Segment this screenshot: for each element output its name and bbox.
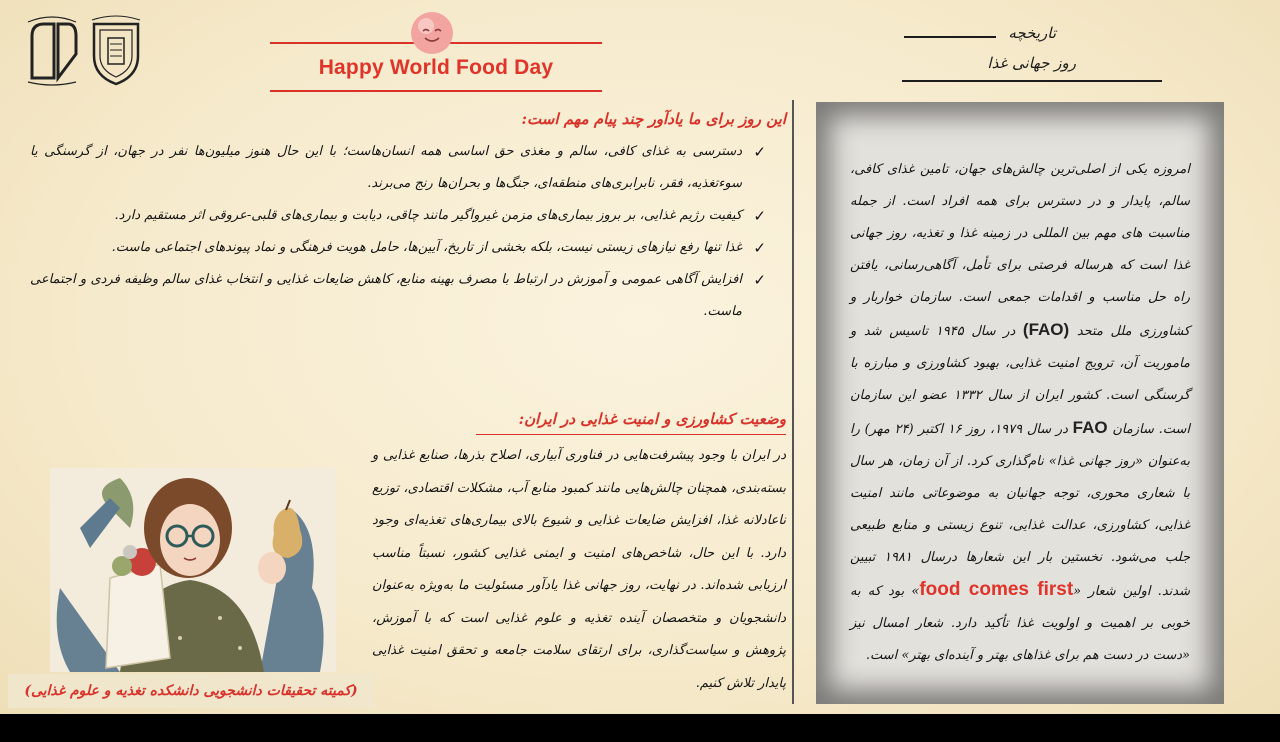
tag-rule-2 (902, 80, 1162, 82)
banner-bottom-rule (270, 90, 602, 92)
check-icon: ✓ (753, 239, 766, 257)
list-item-text: غذا تنها رفع نیازهای زیستی نیست، بلکه بخشی از تاریخ، آیین‌ها، حامل هویت فرهنگی و نماد پیوندهای اجتماعی ماست. (111, 240, 742, 255)
check-icon: ✓ (753, 271, 766, 289)
first-slogan: food comes first (919, 579, 1074, 600)
iran-heading: وضعیت کشاورزی و امنیت غذایی در ایران: (476, 404, 786, 435)
history-box (816, 102, 1224, 704)
messages-list (30, 136, 786, 328)
list-item (30, 200, 786, 232)
list-item (30, 136, 786, 200)
history-p1: امروزه یکی از اصلی‌ترین چالش‌های جهان، تامین غذای کافی، سالم، پایدار و در دسترس برای همه افراد است. از جمله مناسبت های مهم بین المللی در زمینه غذا و تغذیه، روز جهانی غذا است که هرساله فرصتی برای تأمل، آگاهی‌رسانی، یافتن راه حل مناسب و اقدامات جمعی است. سازمان خواربار و کشاورزی ملل متحد (850, 162, 1190, 339)
list-item (30, 264, 786, 328)
fao-label: (FAO) (1022, 320, 1070, 339)
university-seal-logo (88, 14, 144, 86)
list-item-text: دسترسی به غذای کافی، سالم و مغذی حق اساسی همه انسان‌هاست؛ با این حال هنوز میلیون‌ها نفر در جهان، از گرسنگی یا سوء‌تغذیه، فقر، نابرابری‌های منطقه‌ای، جنگ‌ها و بحران‌ها رنج می‌برند. (30, 144, 742, 191)
logos (24, 10, 150, 90)
smiling-pink-face-icon (406, 10, 458, 56)
check-icon: ✓ (753, 207, 766, 225)
list-item-text: کیفیت رژیم غذایی، بر بروز بیماری‌های مزمن غیرواگیر مانند چاقی، دیابت و بیماری‌های قلبی-عروقی اثر مستقیم دارد. (114, 208, 742, 223)
tag-line-1: تاریخچه (1008, 24, 1056, 42)
check-icon: ✓ (753, 143, 766, 161)
bottom-black-bar (0, 714, 1280, 742)
history-p4: » بود که به خوبی بر اهمیت و اولویت غذا تأکید دارد. شعار امسال نیز «دست در دست هم برای غذاهای بهتر و آینده‌ای بهتر» است. (850, 584, 1190, 663)
list-item-text: افزایش آگاهی عمومی و آموزش در ارتباط با مصرف بهینه منابع، کاهش ضایعات غذایی و انتخاب غذای سالم وظیفه فردی و اجتماعی ماست. (30, 272, 742, 319)
credit-caption: (کمیته تحقیقات دانشجویی دانشکده تغذیه و علوم غذایی) (8, 674, 374, 708)
tag-line-2: روز جهانی غذا (987, 54, 1076, 72)
research-committee-logo (24, 14, 80, 86)
girl-with-groceries-illustration (50, 468, 336, 672)
history-text (850, 154, 1190, 672)
iran-paragraph-text: در ایران با وجود پیشرفت‌هایی در فناوری آبیاری، اصلاح بذرها، صنایع غذایی و بسته‌بندی، همچنان چالش‌هایی مانند کمبود منابع آب، مشکلات اقتصادی، توزیع ناعادلانه غذا، افزایش ضایعات غذایی و شیوع بالای بیماری‌های تغذیه‌ای وجود دارد. با این حال، شاخص‌های امنیت و ایمنی غذایی کشور، نسبتاً مناسب ارزیابی شده‌اند. در نهایت، روز جهانی غذا یادآور مسئولیت ما به‌ویژه به‌عنوان دانشجویان و متخصصان آینده تغذیه و علوم غذایی است که با آموزش، پژوهش و سیاست‌گذاری، برای ارتقای سلامت جامعه و تحقق امنیت غذایی پایدار تلاش کنیم. (372, 448, 786, 691)
tag-rule-1 (904, 36, 996, 38)
column-divider (792, 100, 794, 704)
history-p2: در سال ۱۹۴۵ تاسیس شد و ماموریت آن، ترویج امنیت غذایی، بهبود کشاورزی و مبارزه با گرسنگی است. کشور ایران از سال ۱۳۳۲ عضو این سازمان است. سازمان (850, 324, 1191, 437)
banner (270, 8, 602, 94)
history-tag (902, 20, 1162, 86)
history-p3: در سال ۱۹۷۹، روز ۱۶ اکتبر (۲۴ مهر) را به‌عنوان «روز جهانی غذا» نام‌گذاری کرد. از آن زمان، هر سال با شعاری محوری، توجه جهانیان به موضوعاتی مانند امنیت غذایی، کشاورزی، عدالت غذایی، تنوع زیستی و منابع طبیعی جلب می‌شود. نخستین بار این شعارها درسال ۱۹۸۱ تبیین شدند. اولین شعار « (850, 422, 1190, 599)
fao-label-2: FAO (1072, 418, 1108, 437)
banner-title: Happy World Food Day (318, 56, 554, 79)
main-column (30, 104, 786, 691)
messages-heading: این روز برای ما یادآور چند پیام مهم است: (521, 110, 786, 128)
list-item (30, 232, 786, 264)
